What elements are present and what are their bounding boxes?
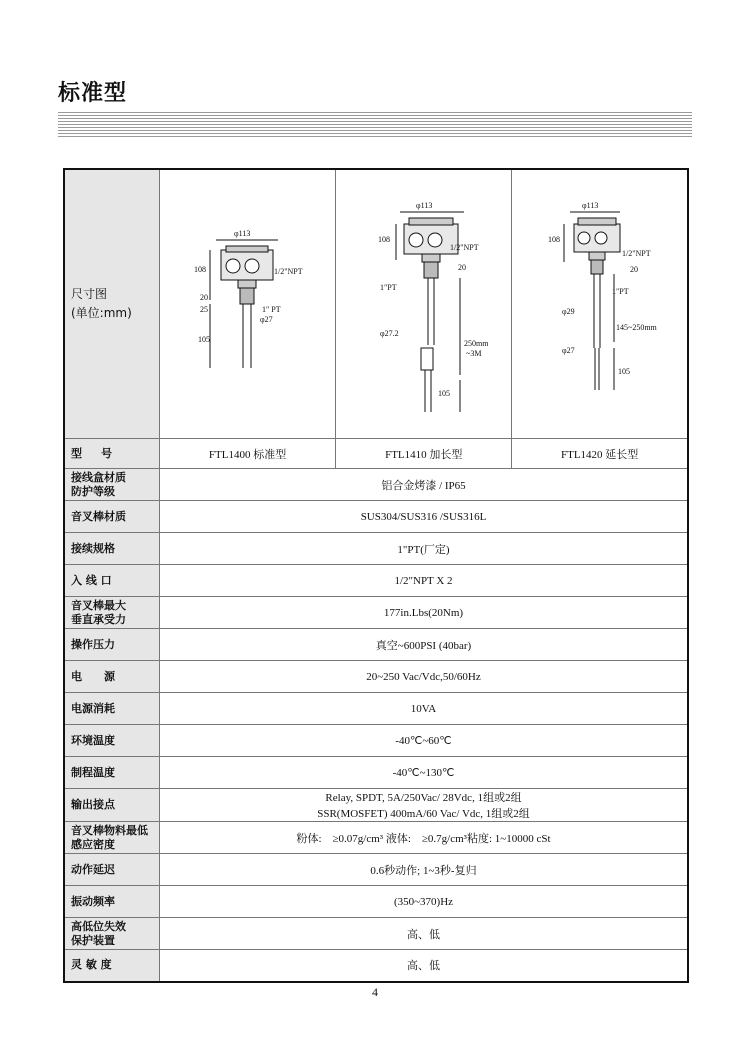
drawing-ftl1410 <box>336 169 512 439</box>
spec-row <box>64 725 688 757</box>
ftl1420-label-7: φ27 <box>562 346 575 355</box>
spec-value: 0.6秒动作; 1~3秒-复归 <box>160 854 689 886</box>
ftl1420-label-4: 1"PT <box>612 287 629 296</box>
spec-label: 入 线 口 <box>64 565 160 597</box>
spec-table <box>63 168 689 983</box>
ftl1410-label-6: 250mm <box>464 339 489 348</box>
ftl1410-dimension-drawing <box>342 170 518 435</box>
ftl1420-label-1: 108 <box>548 235 561 244</box>
spec-value: 高、低 <box>160 950 689 982</box>
ftl1410-label-2: 1/2"NPT <box>450 243 479 252</box>
model-ftl1410: FTL1410 加长型 <box>336 439 512 469</box>
spec-value: 真空~600PSI (40bar) <box>160 629 689 661</box>
spec-value: 10VA <box>160 693 689 725</box>
spec-label: 音叉棒最大 垂直承受力 <box>64 597 160 629</box>
spec-label: 电源消耗 <box>64 693 160 725</box>
spec-value: (350~370)Hz <box>160 886 689 918</box>
spec-label: 制程温度 <box>64 757 160 789</box>
model-row <box>64 439 688 469</box>
page-title: 标准型 <box>58 81 128 106</box>
dimension-unit: (单位:mm) <box>71 306 132 320</box>
dimension-row <box>64 169 688 439</box>
spec-row <box>64 886 688 918</box>
ftl1400-label-7: 105 <box>198 335 210 344</box>
spec-value: -40℃~60℃ <box>160 725 689 757</box>
spec-label: 动作延迟 <box>64 854 160 886</box>
spec-row <box>64 757 688 789</box>
spec-row <box>64 501 688 533</box>
spec-row <box>64 822 688 854</box>
ftl1420-label-0: φ113 <box>582 201 599 210</box>
ftl1400-label-2: 1/2"NPT <box>274 267 303 276</box>
ftl1410-label-3: 20 <box>458 263 467 272</box>
spec-row <box>64 789 688 822</box>
spec-label: 电 源 <box>64 661 160 693</box>
ftl1410-label-5: φ27.2 <box>380 329 399 338</box>
ftl1410-label-7: ~3M <box>466 349 482 358</box>
ftl1420-dimension-drawing <box>518 170 694 435</box>
ftl1400-label-0: φ113 <box>234 229 251 238</box>
spec-value: -40℃~130℃ <box>160 757 689 789</box>
spec-label: 接续规格 <box>64 533 160 565</box>
ftl1420-label-3: 20 <box>630 265 639 274</box>
spec-value: 粉体: ≥0.07g/cm³ 液体: ≥0.7g/cm³粘度: 1~10000 cSt <box>160 822 689 854</box>
ftl1410-label-4: 1"PT <box>380 283 397 292</box>
dimension-label-cell <box>64 169 160 439</box>
spec-row <box>64 565 688 597</box>
spec-row <box>64 469 688 501</box>
spec-row <box>64 533 688 565</box>
model-ftl1400: FTL1400 标准型 <box>160 439 336 469</box>
spec-value: 1"PT(厂定) <box>160 533 689 565</box>
spec-row <box>64 950 688 982</box>
spec-row <box>64 918 688 950</box>
spec-label: 灵 敏 度 <box>64 950 160 982</box>
spec-value: 1/2"NPT X 2 <box>160 565 689 597</box>
spec-value: 177in.Lbs(20Nm) <box>160 597 689 629</box>
ftl1400-label-4: 25 <box>200 305 208 314</box>
title-stripe-divider <box>58 112 692 138</box>
spec-value: SUS304/SUS316 /SUS316L <box>160 501 689 533</box>
spec-rows <box>64 469 688 982</box>
spec-row <box>64 661 688 693</box>
spec-value: Relay, SPDT, 5A/250Vac/ 28Vdc, 1组或2组 SSR(MOSFET) 400mA/60 Vac/ Vdc, 1组或2组 <box>160 789 689 822</box>
spec-row <box>64 629 688 661</box>
ftl1420-label-2: 1/2"NPT <box>622 249 651 258</box>
ftl1400-label-3: 20 <box>200 293 208 302</box>
ftl1410-label-1: 108 <box>378 235 391 244</box>
spec-row <box>64 854 688 886</box>
spec-label: 输出接点 <box>64 789 160 822</box>
page-number: 4 <box>372 985 378 999</box>
ftl1420-label-5: φ29 <box>562 307 575 316</box>
ftl1400-label-5: 1" PT <box>262 305 281 314</box>
spec-label: 音叉棒物料最低 感应密度 <box>64 822 160 854</box>
spec-label: 振动频率 <box>64 886 160 918</box>
ftl1410-label-0: φ113 <box>416 201 433 210</box>
spec-label: 环境温度 <box>64 725 160 757</box>
ftl1420-label-8: 105 <box>618 367 631 376</box>
model-ftl1420: FTL1420 延长型 <box>512 439 688 469</box>
dimension-label: 尺寸图 <box>71 286 108 301</box>
ftl1400-dimension-drawing <box>166 170 342 435</box>
spec-label: 高低位失效 保护装置 <box>64 918 160 950</box>
ftl1420-label-6: 145~250mm <box>616 323 658 332</box>
drawing-ftl1420 <box>512 169 688 439</box>
model-label: 型 号 <box>64 439 160 469</box>
spec-value: 20~250 Vac/Vdc,50/60Hz <box>160 661 689 693</box>
ftl1400-label-1: 108 <box>194 265 206 274</box>
spec-value: 铝合金烤漆 / IP65 <box>160 469 689 501</box>
drawing-ftl1400 <box>160 169 336 439</box>
spec-row <box>64 693 688 725</box>
spec-label: 接线盒材质 防护等级 <box>64 469 160 501</box>
spec-value: 高、低 <box>160 918 689 950</box>
spec-label: 音叉棒材质 <box>64 501 160 533</box>
ftl1400-label-6: φ27 <box>260 315 273 324</box>
ftl1410-label-8: 105 <box>438 389 451 398</box>
spec-label: 操作压力 <box>64 629 160 661</box>
spec-row <box>64 597 688 629</box>
